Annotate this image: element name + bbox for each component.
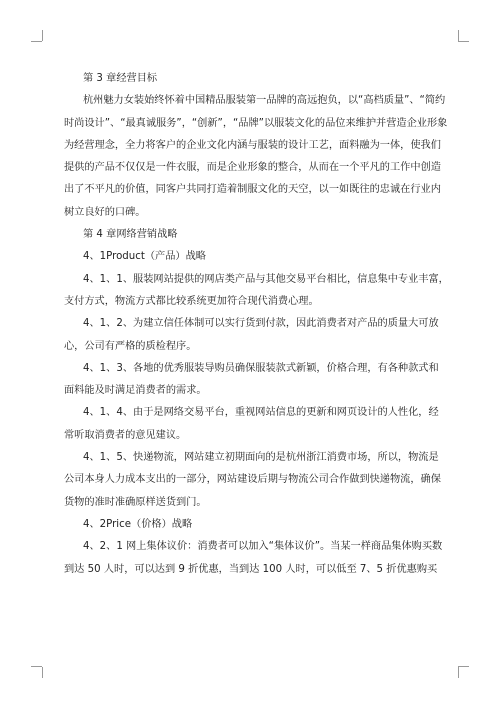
document-body — [64, 68, 449, 581]
paragraph-line: 提供的产品不仅仅是一件衣服，而是企业形象的整合，从而在一个平凡的工作中创造 — [64, 162, 441, 174]
paragraph-4-1-1 — [64, 269, 449, 314]
crop-mark-bottom-left-v — [42, 667, 43, 678]
crop-mark-bottom-left-h — [31, 666, 42, 667]
chapter-3-heading: 第 3 章经营目标 — [83, 73, 158, 84]
paragraph-line: 时尚设计”、“最真诚服务”，“创新”，“品牌”以服装文化的品位来维护并营造企业形象 — [64, 117, 448, 129]
section-4-1-heading: 4、1Product（产品）战略 — [83, 251, 206, 263]
crop-mark-bottom-right-v — [458, 667, 459, 678]
paragraph-line: 常听取消费者的意见建议。 — [64, 429, 187, 441]
crop-mark-top-right-h — [458, 41, 469, 42]
paragraph-line: 树立良好的口碑。 — [64, 206, 146, 218]
paragraph-line: 4、1、1、服装网站提供的网店类产品与其他交易平台相比，信息集中专业丰富， — [83, 273, 449, 285]
section-4-2-heading: 4、2Price（价格）战略 — [83, 518, 193, 530]
paragraph-4-1-5 — [64, 447, 443, 514]
paragraph-line: 4、1、3、各地的优秀服装导购员确保服装款式新颖，价格合理，有各种款式和 — [83, 362, 439, 374]
paragraph-line: 4、1、2、为建立信任体制可以实行货到付款，因此消费者对产品的质量大可放 — [83, 318, 439, 330]
crop-mark-top-right-v — [458, 30, 459, 41]
paragraph-line: 心，公司有严格的质检程序。 — [64, 340, 197, 352]
paragraph-line: 为经营理念，全力将客户的企业文化内涵与服装的设计工艺，面料融为一体，使我们 — [64, 139, 441, 151]
paragraph-line: 出了不平凡的价值，同客户共同打造着制服文化的天空，以一如既往的忠诚在行业内 — [64, 184, 441, 196]
paragraph-4-1-4 — [64, 402, 443, 447]
paragraph-line: 货物的准时准确原样送货到门。 — [64, 496, 207, 508]
paragraph-line: 面料能及时满足消费者的需求。 — [64, 385, 207, 397]
chapter-4-heading: 第 4 章网络营销战略 — [83, 229, 178, 241]
paragraph-line: 4、1、4、由于是网络交易平台，重视网站信息的更新和网页设计的人性化，经 — [83, 407, 439, 419]
crop-mark-bottom-right-h — [458, 666, 469, 667]
paragraph-business-goals — [64, 90, 448, 224]
paragraph-line: 4、1、5、快递物流，网站建立初期面向的是杭州浙江消费市场，所以，物流是 — [83, 452, 439, 464]
crop-mark-top-left-h — [31, 41, 42, 42]
paragraph-line: 4、2、1 网上集体议价：消费者可以加入“集体议价”。当某一样商品集体购买数 — [83, 541, 443, 553]
paragraph-line: 支付方式，物流方式都比较系统更加符合现代消费心理。 — [64, 295, 319, 307]
paragraph-4-1-2 — [64, 313, 443, 358]
paragraph-line: 公司本身人力成本支出的一部分，网站建设后期与物流公司合作做到快递物流，确保 — [64, 474, 441, 486]
paragraph-line: 杭州魅力女装始终怀着中国精品服装第一品牌的高远抱负，以“高档质量”、“简约 — [83, 95, 446, 107]
paragraph-4-1-3 — [64, 358, 443, 403]
paragraph-4-2-1 — [64, 536, 443, 581]
crop-mark-top-left-v — [42, 30, 43, 41]
paragraph-line: 到达 50 人时，可以达到 9 折优惠，当到达 100 人时，可以低至 7、5 折优惠购买 — [64, 563, 438, 575]
